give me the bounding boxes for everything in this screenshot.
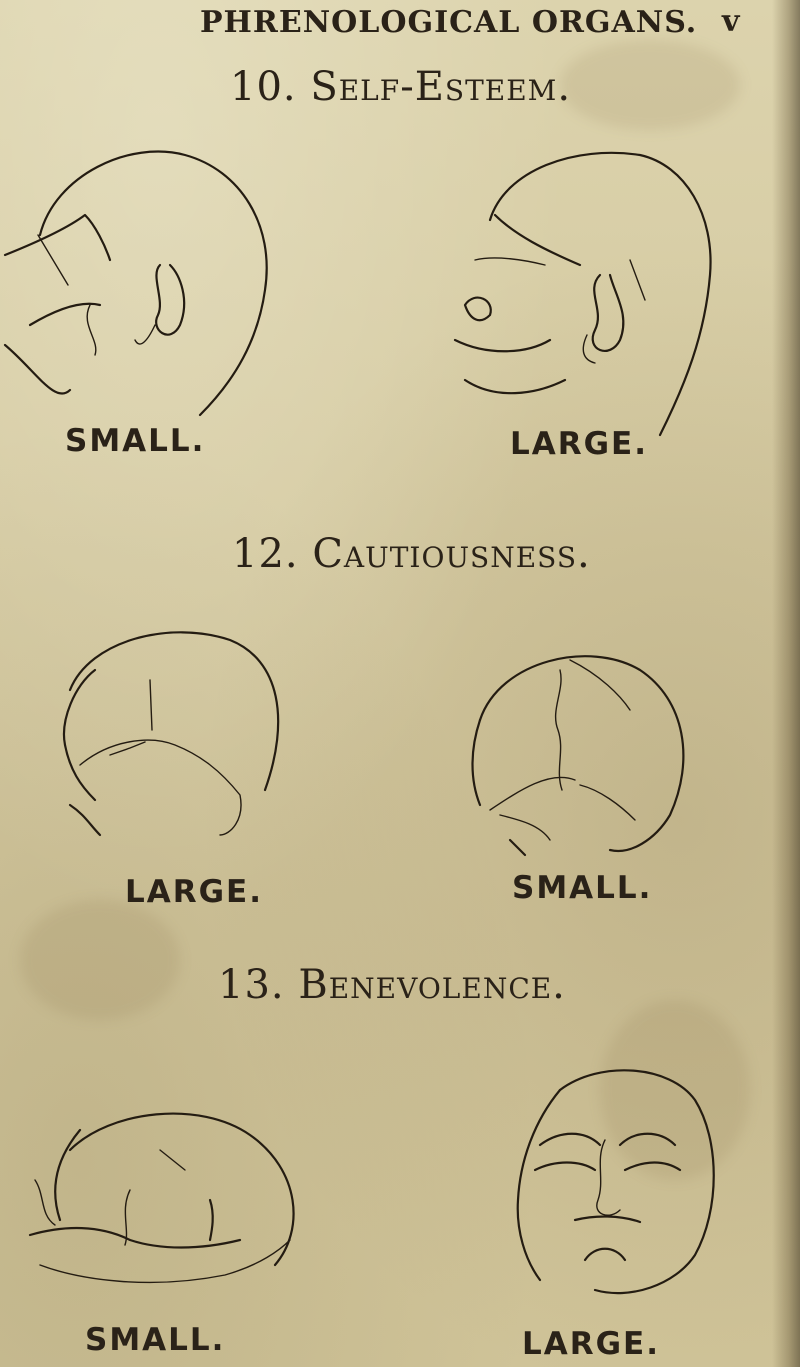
running-head: PHRENOLOGICAL ORGANS. xyxy=(200,5,698,40)
paper-stain xyxy=(560,40,740,130)
head-figure-large-cautiousness xyxy=(50,620,300,840)
section-title-cautiousness: 12. Cautiousness. xyxy=(232,531,591,577)
head-figure-small-benevolence xyxy=(10,1100,310,1300)
paper-stain xyxy=(20,900,180,1020)
caption-large-self-esteem: LARGE. xyxy=(510,426,649,462)
caption-large-cautiousness: LARGE. xyxy=(125,874,264,910)
head-figure-small-self-esteem xyxy=(10,140,290,420)
section-title-self-esteem: 10. Self-Esteem. xyxy=(230,64,572,110)
head-figure-large-benevolence xyxy=(480,1060,740,1300)
page-edge-shadow xyxy=(772,0,800,1367)
section-title-benevolence: 13. Benevolence. xyxy=(218,962,566,1008)
caption-small-cautiousness: SMALL. xyxy=(512,870,653,906)
caption-large-benevolence: LARGE. xyxy=(522,1326,661,1362)
caption-small-benevolence: SMALL. xyxy=(85,1322,226,1358)
head-figure-large-self-esteem xyxy=(435,135,725,435)
head-figure-small-cautiousness xyxy=(440,640,700,860)
caption-small-self-esteem: SMALL. xyxy=(65,423,206,459)
page-mark: v xyxy=(722,4,740,39)
